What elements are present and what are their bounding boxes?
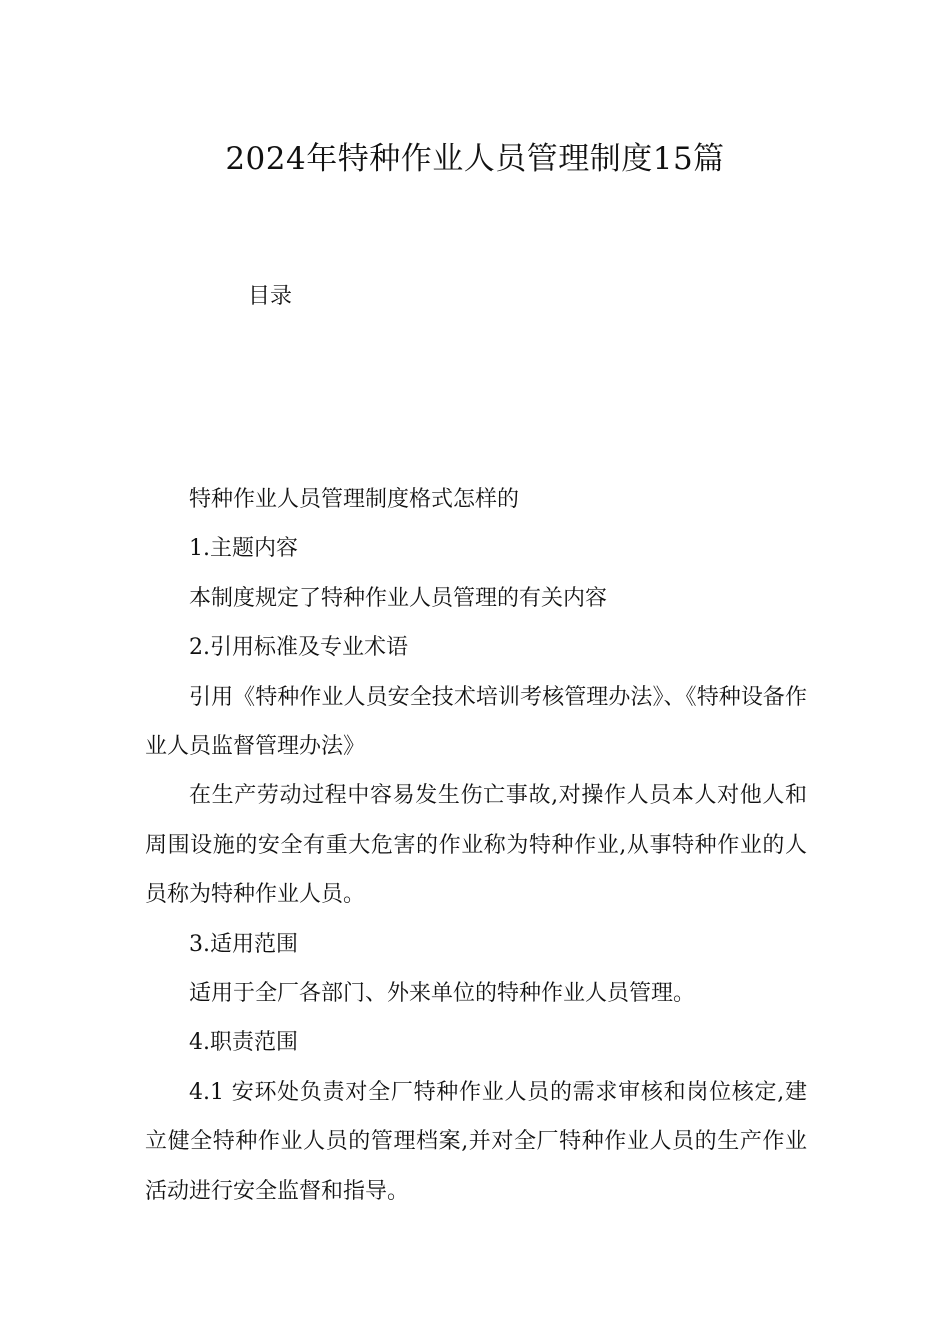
body-paragraph: 适用于全厂各部门、外来单位的特种作业人员管理。 xyxy=(189,981,696,1007)
section-subheading: 3.适用范围 xyxy=(189,931,298,957)
section-subheading: 4.职责范围 xyxy=(189,1030,298,1056)
body-paragraph: 4.1 安环处负责对全厂特种作业人员的需求审核和岗位核定,建立健全特种作业人员的管理档案,并对全厂特种作业人员的生产作业活动进行安全监督和指导。 xyxy=(145,1079,807,1204)
body-paragraph: 引用《特种作业人员安全技术培训考核管理办法》、《特种设备作业人员监督管理办法》 xyxy=(145,684,807,760)
document-body xyxy=(145,475,807,1216)
section-subheading: 2.引用标准及专业术语 xyxy=(189,635,408,661)
section-heading: 特种作业人员管理制度格式怎样的 xyxy=(189,487,520,512)
section-subheading: 1.主题内容 xyxy=(189,536,298,562)
body-paragraph: 本制度规定了特种作业人员管理的有关内容 xyxy=(189,585,608,611)
document-title: 2024年特种作业人员管理制度15篇 xyxy=(225,141,725,177)
body-paragraph: 在生产劳动过程中容易发生伤亡事故,对操作人员本人对他人和周围设施的安全有重大危害的作业称为特种作业,从事特种作业的人员称为特种作业人员。 xyxy=(145,783,807,908)
toc-heading: 目录 xyxy=(248,284,293,309)
